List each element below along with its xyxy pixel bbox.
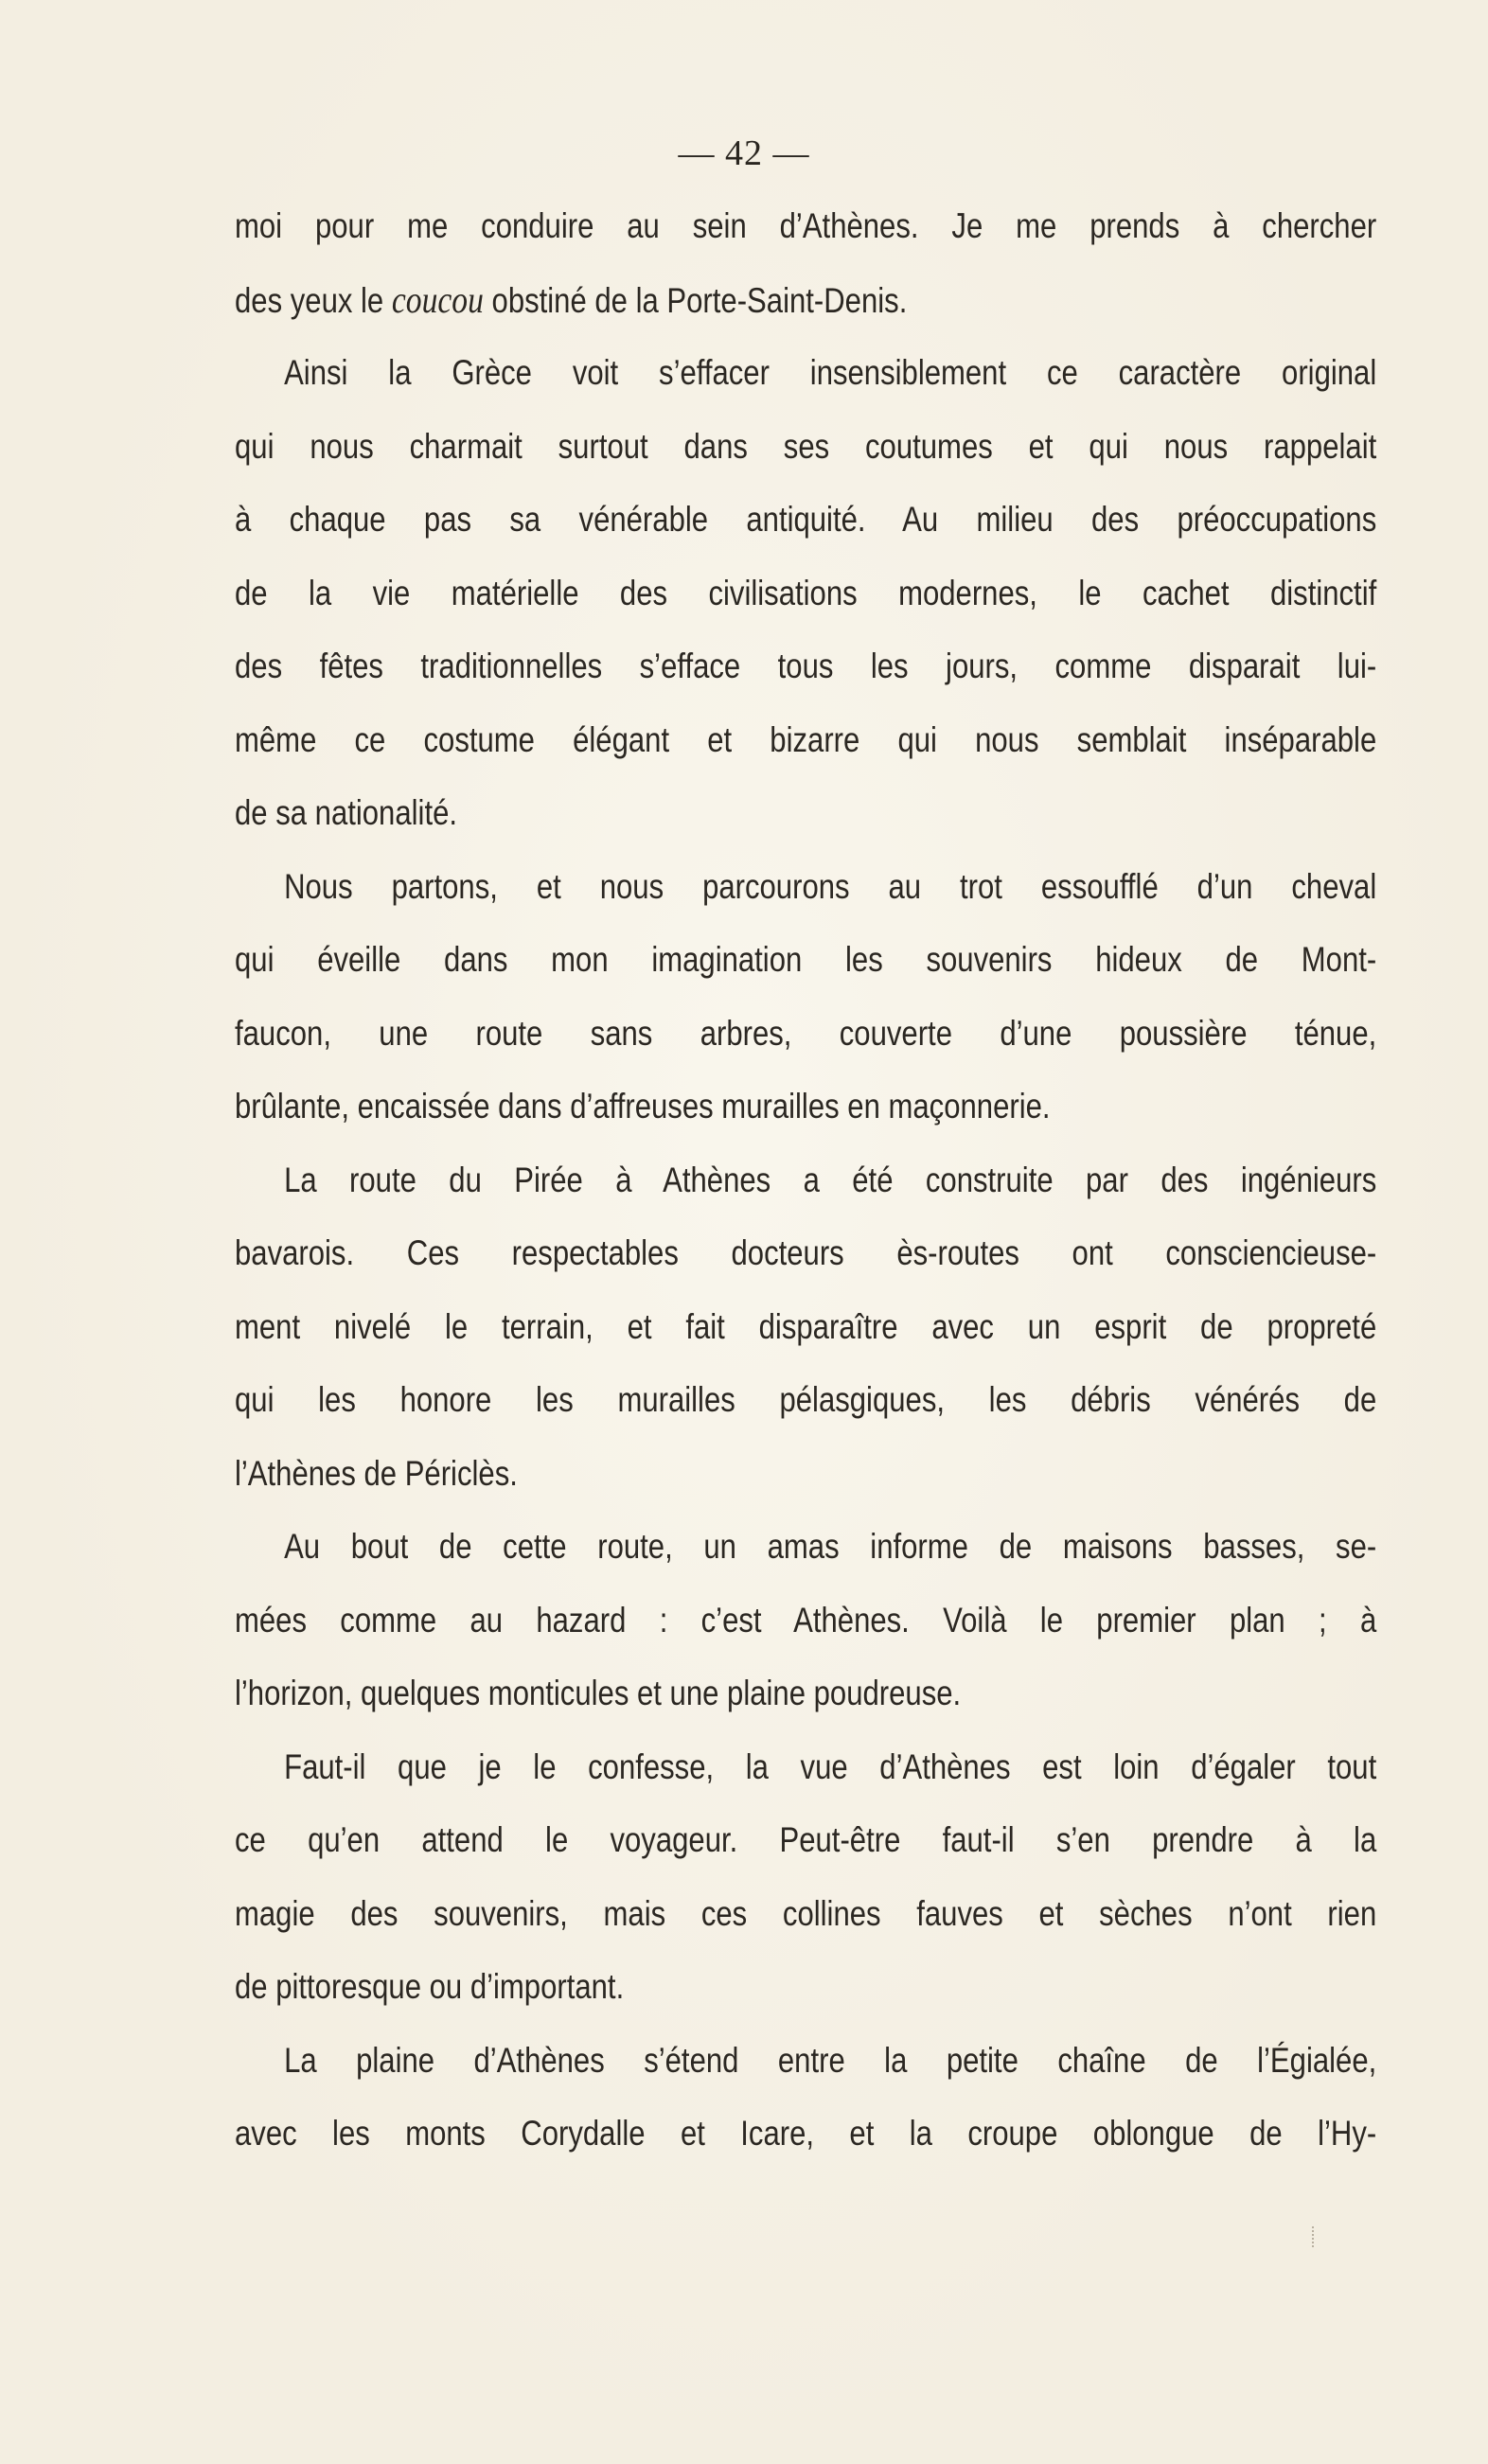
text-line: La route du Pirée à Athènes a été construite par des ingénieurs (284, 1160, 1377, 1199)
text-line: mées comme au hazard : c’est Athènes. Voilà le premier plan ; à (235, 1600, 1377, 1640)
text-line: Nous partons, et nous parcourons au trot essoufflé d’un cheval (284, 866, 1377, 906)
paper-mark (1312, 2226, 1316, 2247)
text-line: bavarois. Ces respectables docteurs ès-routes ont consciencieuse- (235, 1233, 1377, 1272)
text-line: qui les honore les murailles pélasgiques, les débris vénérés de (235, 1380, 1377, 1419)
text-line: même ce costume élégant et bizarre qui nous semblait inséparable (235, 719, 1377, 759)
text-line: ce qu’en attend le voyageur. Peut-être faut-il s’en prendre à la (235, 1820, 1377, 1859)
text-line (235, 263, 1376, 337)
text-line: magie des souvenirs, mais ces collines fauves et sèches n’ont rien (235, 1893, 1377, 1933)
text-line: brûlante, encaissée dans d’affreuses murailles en maçonnerie. (235, 1087, 1051, 1126)
text-line: avec les monts Corydalle et Icare, et la croupe oblongue de l’Hy- (235, 2114, 1377, 2153)
text-line: l’horizon, quelques monticules et une plaine poudreuse. (235, 1674, 962, 1712)
text-line: de la vie matérielle des civilisations modernes, le cachet distinctif (235, 573, 1377, 612)
text-line: Au bout de cette route, un amas informe de maisons basses, se- (284, 1527, 1377, 1566)
text-line: faucon, une route sans arbres, couverte d’une poussière ténue, (235, 1013, 1377, 1053)
text-line: qui nous charmait surtout dans ses coutumes et qui nous rappelait (235, 426, 1377, 466)
text-line: Faut-il que je le confesse, la vue d’Athènes est loin d’égaler tout (284, 1746, 1377, 1786)
body-text (235, 189, 1377, 2171)
text-line: Ainsi la Grèce voit s’effacer insensiblement ce caractère original (284, 353, 1377, 392)
text-line: qui éveille dans mon imagination les souvenirs hideux de Mont- (235, 940, 1377, 979)
text-line-start: des yeux le (235, 280, 392, 320)
text-line: La plaine d’Athènes s’étend entre la petite chaîne de l’Égialée, (284, 2040, 1377, 2080)
text-line: de pittoresque ou d’important. (235, 1967, 625, 2006)
page-number: — 42 — (678, 133, 810, 173)
text-line: ment nivelé le terrain, et fait disparaître avec un esprit de propreté (235, 1306, 1377, 1346)
text-line-end: obstiné de la Porte-Saint-Denis. (483, 280, 908, 320)
text-line: des fêtes traditionnelles s’efface tous les jours, comme disparait lui- (235, 647, 1377, 685)
text-line: moi pour me conduire au sein d’Athènes. Je me prends à chercher (235, 206, 1377, 245)
text-line: à chaque pas sa vénérable antiquité. Au milieu des préoccupations (235, 500, 1377, 539)
text-line: l’Athènes de Périclès. (235, 1453, 518, 1493)
text-line: de sa nationalité. (235, 793, 458, 832)
italic-word: coucou (391, 277, 484, 321)
